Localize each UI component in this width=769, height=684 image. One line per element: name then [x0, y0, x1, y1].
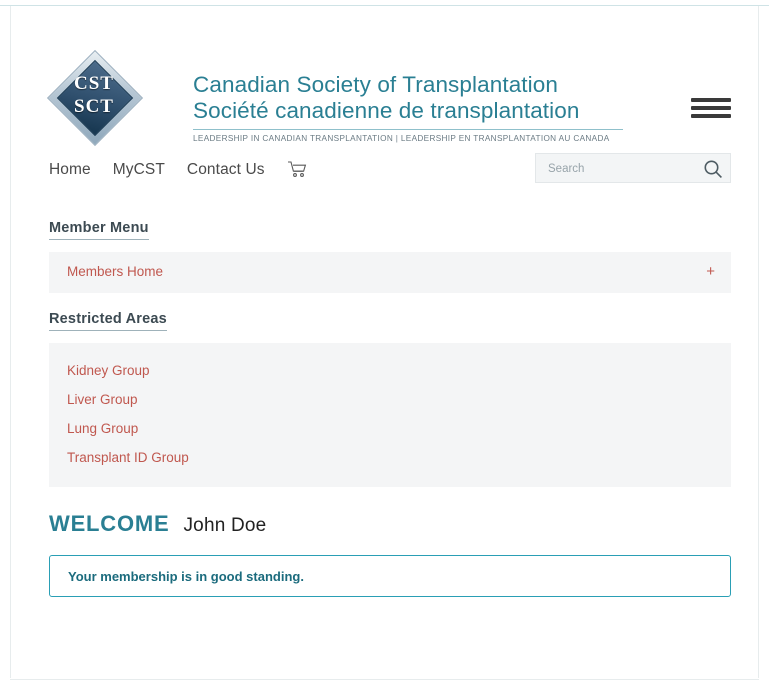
- list-item-kidney-group[interactable]: Kidney Group: [67, 363, 150, 378]
- search-box[interactable]: [535, 153, 731, 183]
- hamburger-icon[interactable]: [691, 98, 731, 120]
- restricted-areas-title: Restricted Areas: [49, 311, 167, 331]
- site-title-block: [193, 72, 623, 143]
- site-header: [41, 6, 731, 146]
- nav-item-contact-us[interactable]: Contact Us: [186, 161, 265, 178]
- restricted-areas-section: [41, 293, 731, 487]
- nav-item-home[interactable]: Home: [49, 161, 91, 178]
- nav-links: [49, 160, 307, 180]
- restricted-areas-panel: [49, 343, 731, 487]
- site-tagline: LEADERSHIP IN CANADIAN TRANSPLANTATION | LEADERSHIP EN TRANSPLANTATION AU CANADA: [193, 129, 623, 143]
- site-title-english: Canadian Society of Transplantation: [193, 72, 558, 97]
- members-home-row[interactable]: [49, 252, 731, 293]
- hamburger-bar-2: [691, 106, 731, 110]
- hamburger-bar-1: [691, 98, 731, 102]
- page-container: [10, 6, 759, 678]
- logo-text-line1: CST: [74, 73, 114, 94]
- cst-logo[interactable]: [47, 50, 141, 144]
- logo-text: [47, 72, 141, 118]
- page-bottom-divider: [10, 679, 759, 680]
- member-menu-panel: [49, 252, 731, 293]
- logo-text-line2: SCT: [74, 96, 114, 117]
- site-title-french: Société canadienne de transplantation: [193, 98, 580, 123]
- hamburger-bar-3: [691, 114, 731, 118]
- welcome-heading: [49, 511, 731, 537]
- member-menu-title: Member Menu: [49, 220, 149, 240]
- member-name: John Doe: [183, 515, 267, 536]
- status-badge: [49, 555, 731, 597]
- member-menu-section: [41, 202, 731, 293]
- welcome-label: WELCOME: [49, 511, 170, 536]
- members-home-link[interactable]: Members Home: [67, 264, 164, 279]
- shopping-cart-icon[interactable]: [287, 161, 307, 181]
- list-item-lung-group[interactable]: Lung Group: [67, 421, 139, 436]
- list-item-transplant-id-group[interactable]: Transplant ID Group: [67, 450, 189, 465]
- membership-status-message: Your membership is in good standing.: [68, 569, 304, 584]
- content-column: [41, 6, 731, 597]
- search-input[interactable]: [546, 154, 700, 184]
- nav-item-mycst[interactable]: MyCST: [112, 161, 165, 178]
- expand-plus-icon[interactable]: +: [706, 263, 715, 280]
- main-navigation: [41, 150, 731, 202]
- search-icon[interactable]: [702, 158, 724, 180]
- restricted-areas-list: [49, 343, 731, 487]
- list-item-liver-group[interactable]: Liver Group: [67, 392, 138, 407]
